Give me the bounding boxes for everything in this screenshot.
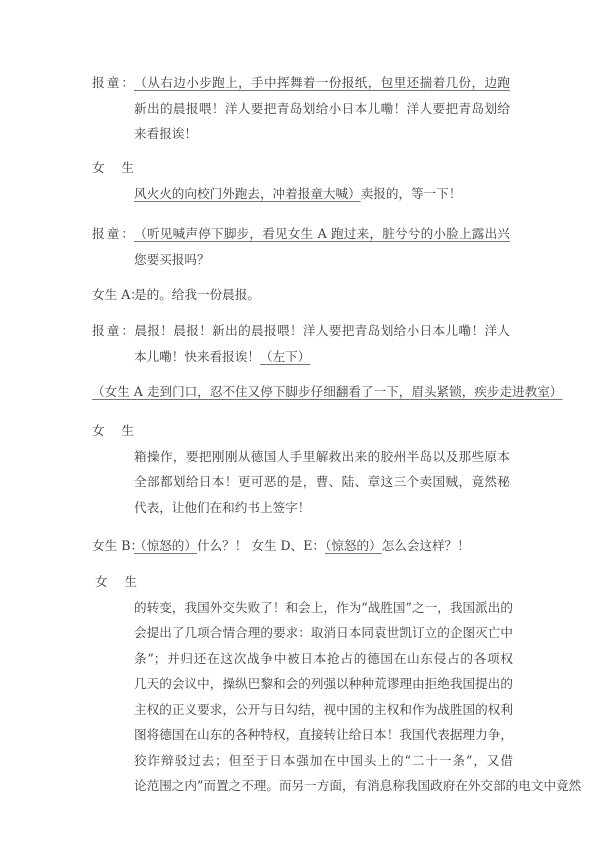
text-line <box>95 595 513 621</box>
text-line <box>92 344 510 370</box>
speaker-label: 女生 <box>95 574 137 589</box>
dialogue-paragraph <box>92 221 510 272</box>
dialogue-text: 论范围之内”而置之不理。而另一方面，有消息称我国政府在外交部的电文中竟然 <box>134 778 582 793</box>
stage-direction: （左下） <box>259 348 311 364</box>
text-line <box>92 70 510 96</box>
text-line <box>95 722 513 748</box>
text-line <box>92 121 510 147</box>
dialogue-text: 几天的会议中，操纵巴黎和会的列强以种种荒谬理由拒绝我国提出的 <box>134 676 513 691</box>
dialogue-text: 新出的晨报喂！洋人要把青岛划给小日本儿嘞！洋人要把青岛划给 <box>134 100 510 116</box>
stage-direction: （听见喊声停下脚步，看见女生 A 跑过来，脏兮兮的小脸上露出兴 <box>134 226 510 241</box>
text-line <box>92 469 510 495</box>
text-line <box>92 444 510 470</box>
dialogue-paragraph <box>92 155 510 206</box>
text-line <box>95 620 513 646</box>
dialogue-text: 是的。给我一份晨报。 <box>134 287 260 302</box>
text-line <box>95 773 582 799</box>
speaker-label: 女生 A： <box>92 287 143 302</box>
dialogue-text: 狡诈辩驳过去；但至于日本强加在中国头上的“二十一条”，又借 <box>134 752 513 768</box>
dialogue-paragraph <box>92 70 510 147</box>
text-line <box>95 671 513 697</box>
dialogue-text: 您要买报吗？ <box>134 251 210 267</box>
dialogue-text: 会提出了几项合情合理的要求：取消日本同袁世凯订立的企图灭亡中 <box>134 625 513 640</box>
dialogue-paragraph <box>92 533 510 559</box>
dialogue-text: 图将德国在山东的各种特权，直接转让给日本！我国代表据理力争， <box>134 727 513 742</box>
text-line <box>92 495 510 521</box>
dialogue-text: 来看报诶！ <box>134 126 197 141</box>
text-line <box>92 221 510 247</box>
text-line <box>92 379 563 405</box>
text-line <box>95 646 513 672</box>
dialogue-text: 代表，让他们在和约书上签字！ <box>134 499 311 515</box>
dialogue-text: 全部都划给日本！更可恶的是，曹、陆、章这三个卖国贼，竟然秘 <box>134 474 510 489</box>
dialogue-text: 卖报的，等一下！ <box>360 185 462 201</box>
stage-direction: （从右边小步跑上，手中挥舞着一份报纸，包里还揣着几份，边跑 <box>134 75 510 90</box>
dialogue-paragraph <box>92 379 563 405</box>
speaker-label: 报童： <box>92 226 134 241</box>
stage-direction: 风火火的向校门外跑去，冲着报童大喊） <box>134 185 361 201</box>
stage-direction: （惊怒的） <box>325 538 382 553</box>
text-line <box>92 418 510 444</box>
text-line <box>92 155 510 181</box>
text-line <box>92 282 510 308</box>
dialogue-text: 晨报！晨报！新出的晨报喂！洋人要把青岛划给小日本儿嘞！洋人 <box>134 323 510 338</box>
dialogue-paragraph <box>92 282 510 308</box>
text-line <box>92 533 510 559</box>
stage-direction: （女生 A 走到门口，忍不住又停下脚步仔细翻看了一下，眉头紧锁，疾步走进教室） <box>92 384 563 399</box>
text-line <box>92 181 510 207</box>
dialogue-text: 条”；并归还在这次战争中被日本抢占的德国在山东侵占的各项权 <box>134 650 513 666</box>
text-line <box>92 247 510 273</box>
speaker-label: 女生 B： <box>92 538 144 553</box>
speaker-label: 报童： <box>92 323 134 338</box>
dialogue-text: 本儿嘞！快来看报诶！ <box>134 348 260 364</box>
dialogue-text: 主权的正义要求，公开与日勾结，视中国的主权和作为战胜国的权利 <box>134 701 513 717</box>
dialogue-text: 箱操作，要把刚刚从德国人手里解救出来的胶州半岛以及那些原本 <box>134 448 510 464</box>
text-line <box>92 96 510 122</box>
text-line <box>95 569 513 595</box>
text-line <box>95 748 513 774</box>
dialogue-paragraph <box>95 569 582 799</box>
speaker-label: 女生 <box>92 423 134 438</box>
dialogue-paragraph <box>92 318 510 369</box>
text-line <box>95 697 513 723</box>
dialogue-text: 怎么会这样？！ <box>381 538 470 553</box>
stage-direction: （惊怒的） <box>134 538 197 553</box>
dialogue-text: 什么？！ 女生 D、E： <box>196 538 326 553</box>
speaker-label: 报童： <box>92 75 134 90</box>
speaker-label: 女生 <box>92 160 134 175</box>
dialogue-text: 的转变，我国外交失败了！和会上，作为“战胜国”之一，我国派出的 <box>134 599 513 615</box>
dialogue-paragraph <box>92 418 510 520</box>
text-line <box>92 318 510 344</box>
